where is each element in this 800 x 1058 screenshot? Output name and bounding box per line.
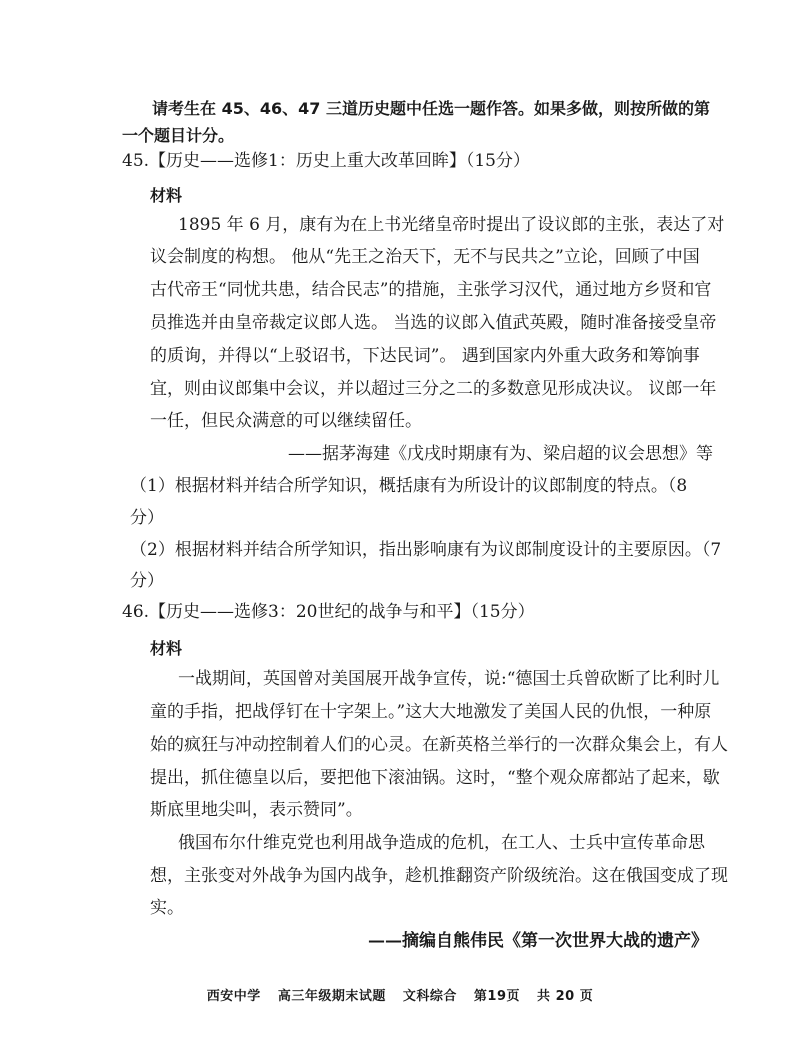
q46-passage-line: 提出，抓住德皇以后，要把他下滚油锅。这时，“整个观众席都站了起来，歇 <box>150 768 720 788</box>
q45-passage-line: 一任，但民众满意的可以继续留任。 <box>150 411 422 431</box>
page-footer <box>0 985 800 1004</box>
q45-passage-line: 1895 年 6 月，康有为在上书光绪皇帝时提出了设议郎的主张，表达了对 <box>178 215 725 235</box>
q46-passage-line: 一战期间，英国曾对美国展开战争宣传，说:“德国士兵曾砍断了比利时儿 <box>178 669 720 689</box>
q45-subquestion-2-cont: 分） <box>130 571 164 591</box>
q45-header: 45.【历史——选修1：历史上重大改革回眸】（15分） <box>122 151 530 171</box>
q45-material-label: 材料 <box>150 186 183 205</box>
q45-subquestion-1: （1）根据材料并结合所学知识，概括康有为所设计的议郎制度的特点。（8 <box>130 476 688 496</box>
q46-passage-line: 斯底里地尖叫，表示赞同”。 <box>150 800 363 820</box>
instruction-line-1: 请考生在 45、46、47 三道历史题中任选一题作答。如果多做，则按所做的第 <box>152 99 710 118</box>
footer-exam: 高三年级期末试题 <box>277 989 386 1004</box>
q45-passage-line: 的质询，并得以“上驳诏书，下达民词”。 遇到国家内外重大政务和筹饷事 <box>150 346 700 366</box>
q46-passage-line: 俄国布尔什维克党也利用战争造成的危机，在工人、士兵中宣传革命思 <box>178 833 705 853</box>
instruction-line-2: 一个题目计分。 <box>122 126 235 145</box>
q46-passage-line: 始的疯狂与冲动控制着人们的心灵。在新英格兰举行的一次群众集会上，有人 <box>150 735 728 755</box>
q46-passage-line: 实。 <box>150 898 184 918</box>
q45-subquestion-2: （2）根据材料并结合所学知识，指出影响康有为议郎制度设计的主要原因。（7 <box>130 540 722 560</box>
q45-passage-line: 古代帝王“同忧共患，结合民志”的措施，主张学习汉代，通过地方乡贤和官 <box>150 280 712 300</box>
q45-passage-line: 宜，则由议郎集中会议，并以超过三分之二的多数意见形成决议。 议郎一年 <box>150 379 717 399</box>
q45-source: ——据茅海建《戊戌时期康有为、梁启超的议会思想》等 <box>288 444 713 464</box>
q45-subquestion-1-cont: 分） <box>130 508 164 528</box>
q46-passage-line: 想，主张变对外战争为国内战争，趁机推翻资产阶级统治。这在俄国变成了现 <box>150 866 728 886</box>
q46-header: 46.【历史——选修3：20世纪的战争与和平】（15分） <box>122 602 535 622</box>
footer-page-number: 第19页 <box>473 989 521 1004</box>
q45-passage-line: 员推选并由皇帝裁定议郎人选。 当选的议郎入值武英殿，随时准备接受皇帝 <box>150 313 717 333</box>
footer-school: 西安中学 <box>206 989 261 1004</box>
q46-material-label: 材料 <box>150 639 183 658</box>
footer-total-pages: 共 20 页 <box>537 989 594 1004</box>
footer-subject: 文科综合 <box>402 989 457 1004</box>
q45-passage-line: 议会制度的构想。 他从“先王之治天下，无不与民共之”立论，回顾了中国 <box>150 247 700 267</box>
q46-source: ——摘编自熊伟民《第一次世界大战的遗产》 <box>368 931 708 951</box>
q46-passage-line: 童的手指，把战俘钉在十字架上。”这大大地激发了美国人民的仇恨，一种原 <box>150 702 712 722</box>
